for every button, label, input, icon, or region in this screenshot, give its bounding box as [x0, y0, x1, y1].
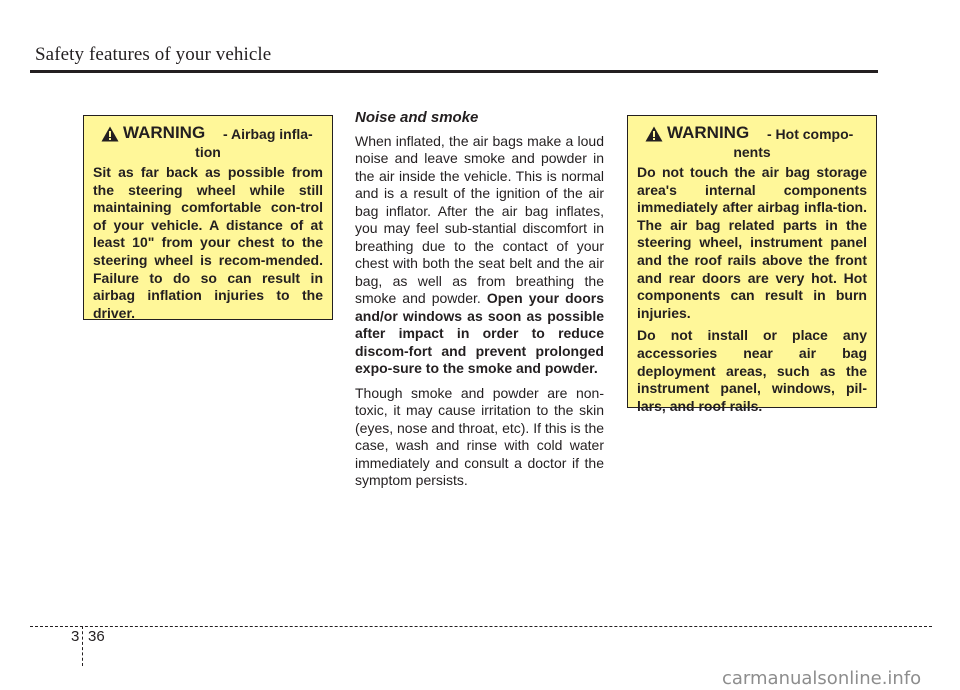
header-rule [30, 70, 878, 73]
paragraph-bold-text: Open your doors and/or windows as soon as possible after impact in order to reduce discom-fort and prevent prolonged expo-sure to the smoke and powder. [355, 290, 605, 376]
warning-text-1: Do not touch the air bag storage area's internal components immediately after airbag infla-tion. The air bag related parts in the steering wheel, instrument panel and the roof rails above the front and rear doors are very hot. Hot components can result in burn injuries. [637, 164, 867, 321]
warning-subject-line1: - Airbag infla- [223, 126, 313, 142]
warning-subject-line2: nents [733, 144, 771, 160]
warning-box-airbag-inflation [83, 115, 333, 320]
warning-body [637, 164, 867, 415]
section-heading: Noise and smoke [355, 109, 479, 126]
chapter-number: 3 [71, 628, 80, 645]
warning-header [637, 123, 867, 164]
warning-subject-line2: tion [195, 144, 221, 160]
page-number: 36 [88, 628, 105, 645]
watermark: carmanualsonline.info [722, 668, 922, 689]
warning-triangle-icon [101, 126, 119, 142]
warning-word: WARNING [667, 123, 750, 142]
warning-body [93, 164, 323, 322]
page-header-title: Safety features of your vehicle [35, 44, 272, 65]
warning-subject-line1: - Hot compo- [767, 126, 854, 142]
footer-rule [30, 626, 932, 627]
warning-text-2: Do not install or place any accessories near air bag deployment areas, such as the instrument panel, windows, pil-lars, and roof rails. [637, 327, 867, 414]
warning-header [93, 123, 323, 164]
footer-divider [82, 626, 83, 666]
paragraph-text: When inflated, the air bags make a loud noise and leave smoke and powder in the air inside the vehicle. This is normal and is a result of the ignition of the air bag inflator. After the air bag inflates, you may feel sub-stantial discomfort in breathing due to the contact of your chest with both the seat belt and the air bag, as well as from breathing the smoke and powder. [355, 132, 604, 306]
warning-text: Sit as far back as possible from the steering wheel while still maintaining comfortable con-trol of your vehicle. A distance of at least 10" from your chest to the steering wheel is recom-mended. Failure to do so can result in airbag inflation injuries to the driver. [93, 164, 323, 321]
warning-word: WARNING [123, 123, 206, 142]
section-paragraph-2: Though smoke and powder are non-toxic, it may cause irritation to the skin (eyes, nose and throat, etc). If this is the case, wash and rinse with cold water immediately and consult a doctor if the symptom persists. [355, 384, 605, 488]
section-paragraph-1 [355, 133, 604, 378]
warning-triangle-icon [645, 126, 663, 142]
warning-box-hot-components [627, 115, 877, 414]
noise-and-smoke-section [355, 109, 604, 497]
